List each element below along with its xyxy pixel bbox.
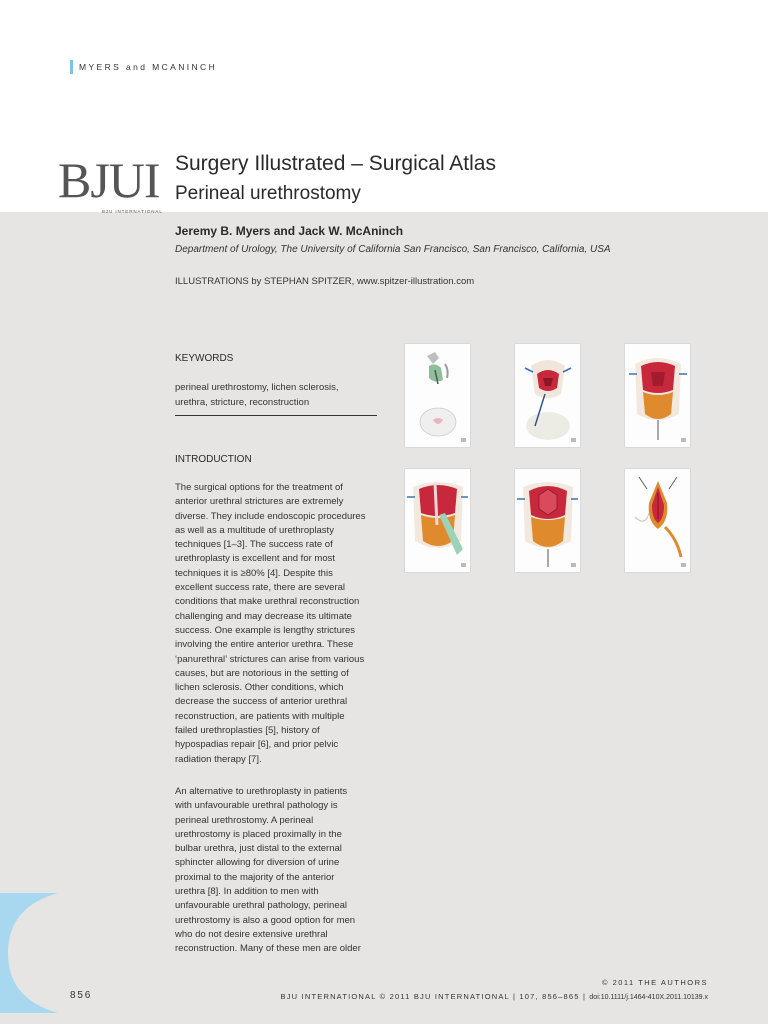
text-line: urethrostomy is also a good option for men [175,914,356,926]
copyright-notice: © 2011 THE AUTHORS [601,978,708,987]
journal-logo [58,150,166,220]
text-line: who do not desire extensive urethral [175,928,328,940]
text-line: diverse. They include endoscopic procedures [175,510,366,522]
text-line: anterior urethral strictures are extremely [175,496,344,508]
text-line: radiation therapy [7]. [175,753,262,765]
introduction-paragraph-2 [175,785,380,957]
text-line: sphincter allowing for diversion of urine [175,857,340,869]
text-line: bulbar urethra, just distal to the external [175,843,342,855]
decorative-corner-shape [0,893,58,1013]
text-line: success. One example is lengthy strictures [175,624,356,636]
page-number: 856 [70,990,93,1001]
journal-logo-text: BJUI [58,152,160,208]
article-subtitle: Perineal urethrostomy [175,183,361,204]
text-line: with unfavourable urethral pathology is [175,800,338,812]
keywords-divider [175,415,377,416]
text-line: decrease the success of anterior urethral [175,696,348,708]
journal-citation: BJU INTERNATIONAL © 2011 BJU INTERNATIONAL | 107, 856–865 | [280,992,587,1001]
completed-urethrostomy-illustration-icon [625,469,690,572]
surgical-positioning-illustration-icon [405,344,470,447]
text-line: The surgical options for the treatment of [175,482,343,493]
text-line: involving the entire anterior urethra. These [175,639,354,651]
journal-footer [281,992,708,1001]
running-head: MYERS and MCANINCH [70,60,217,74]
text-line: reconstruction, are patients with multiple [175,710,345,722]
keywords-line: urethra, stricture, reconstruction [175,397,310,408]
text-line: An alternative to urethroplasty in patients [175,786,348,797]
urethrotomy-illustration-icon [405,469,470,572]
text-line: as well as a multitude of urethroplasty [175,524,334,536]
text-line: reconstruction. Many of these men are older [175,943,361,955]
text-line: techniques it is ≥80% [4]. Despite this [175,567,333,579]
text-line: conditions that make urethral reconstruction [175,596,360,608]
introduction-heading: INTRODUCTION [175,454,252,465]
urethra-exposure-illustration-icon [625,344,690,447]
text-line: causes, but are notorious in the setting of [175,667,349,679]
urethral-suturing-illustration-icon [515,469,580,572]
text-line: urethroplasty is excellent and for most [175,553,335,565]
text-line: urethrostomy is placed proximally in the [175,828,342,840]
article-authors: Jeremy B. Myers and Jack W. McAninch [175,224,404,238]
text-line: urethra [8]. In addition to men with [175,886,319,898]
text-line: ‘panurethral’ strictures can arise from various [175,653,365,665]
text-line: failed urethroplasties [5], history of [175,725,320,737]
text-line: lichen sclerosis. Other conditions, which [175,682,344,694]
keywords-heading: KEYWORDS [175,353,234,364]
text-line: unfavourable urethral pathology, perineal [175,900,347,912]
text-line: perineal urethrostomy. A perineal [175,814,314,826]
text-line: proximal to the majority of the anterior [175,871,335,883]
text-line: hypospadias repair [6], and prior pelvic [175,739,339,751]
keywords-list [175,380,385,410]
introduction-paragraph-1 [175,481,380,767]
journal-logo-subtext: BJU INTERNATIONAL [102,209,163,214]
perineal-incision-illustration-icon [515,344,580,447]
text-line: excellent success rate, there are several [175,582,346,594]
article-title: Surgery Illustrated – Surgical Atlas [175,152,496,175]
content-panel [0,212,768,1024]
illustrations-credit: ILLUSTRATIONS by STEPHAN SPITZER, www.spitzer-illustration.com [175,276,475,287]
text-line: challenging and may decrease its ultimate [175,610,352,622]
keywords-line: perineal urethrostomy, lichen sclerosis, [175,382,339,393]
text-line: techniques [1–3]. The success rate of [175,539,333,551]
author-affiliation: Department of Urology, The University of California San Francisco, San Francisco, California, USA [175,244,611,255]
doi-text: doi:10.1111/j.1464-410X.2011.10139.x [589,994,708,1001]
